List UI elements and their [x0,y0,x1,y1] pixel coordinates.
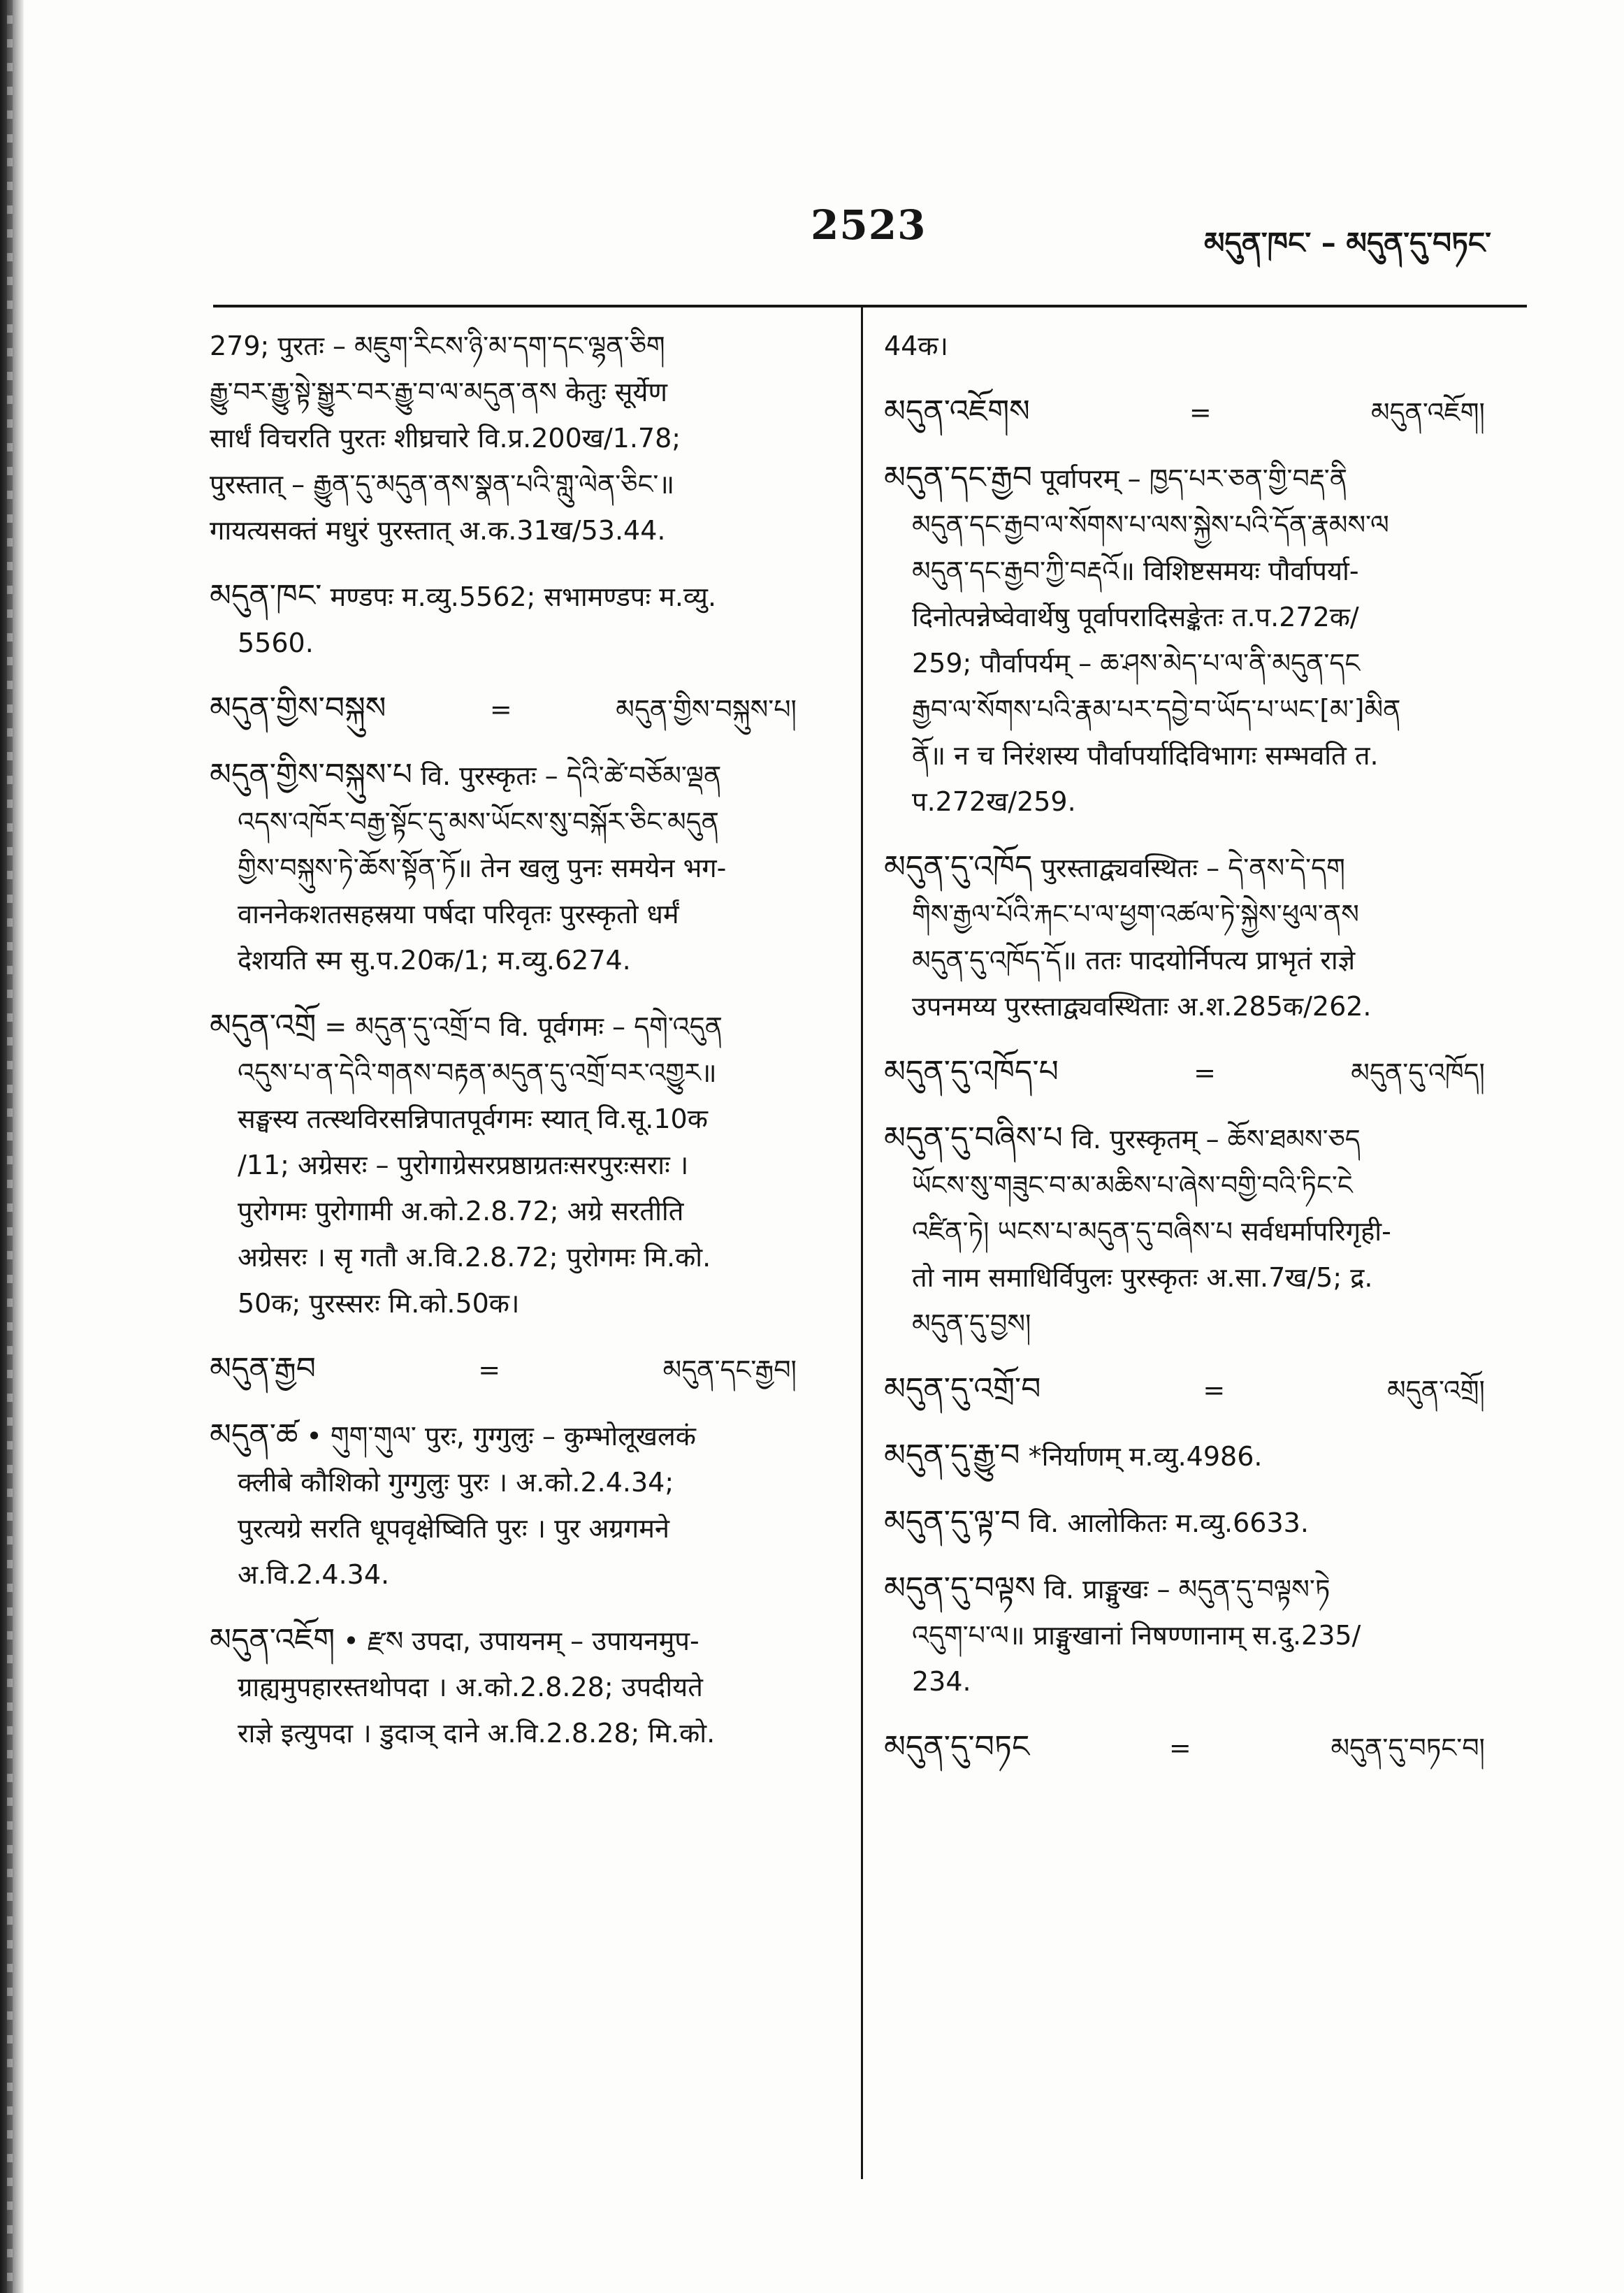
entry-text: वि. प्राङ्मुखः – མདུན་དུ་བལྟས་ཏེ [1043,1574,1331,1605]
entry-line [884,779,1513,825]
entry-line [210,1412,825,1459]
cross-reference-target: མདུན་དུ་འཁོད། [1351,1057,1485,1088]
entry-line [210,620,825,666]
entry-line [210,1003,825,1050]
headword: མདུན་ཚ [210,1417,298,1453]
entry-text: वाननेकशतसहस्रया पर्षदा परिवृतः पुरस्कृतो धर्मं [238,899,679,930]
entry-line [884,732,1513,779]
cross-reference-line [210,1346,825,1393]
entry-text: वि. पुरस्कृतः – དེའི་ཚེ་བཅོམ་ལྡན [421,760,722,791]
cross-reference-target: མདུན་དང་རྒྱབ། [662,1354,797,1385]
headword: མདུན་དུ་འགྲོ་བ [884,1371,1041,1407]
entry-text: 259; पौर्वापर्यम् – ཆ་ཤས་མེད་པ་ལ་ནི་མདུན་དང [912,648,1361,679]
entry-line [884,594,1513,640]
headword: མདུན་དུ་རྒྱུ་བ [884,1438,1020,1473]
entry-line [210,1551,825,1598]
entry-line [210,1050,825,1096]
dictionary-entry [884,1499,1513,1546]
cross-reference-line [884,1366,1513,1413]
entry-text: देशयति स्म सु.प.20क/1; म.व्यु.6274. [238,945,631,976]
entry-text: अग्रेसरः । सृ गतौ अ.वि.2.8.72; पुरोगमः मि.को. [238,1242,711,1273]
headword: མདུན་དང་རྒྱབ [884,460,1033,496]
headword: མདུན་འཇོགས [884,393,1030,429]
entry-line [210,1617,825,1664]
cross-reference-line [884,1049,1513,1096]
equals-sign: = [1203,1375,1226,1405]
entry-text: འདུས་པ་ན་དེའི་གནས་བརྟན་མདུན་དུ་འགྲོ་བར་འགྱུར॥ [238,1057,717,1088]
right-column [884,323,1513,1791]
entry-line [210,799,825,845]
entry-line [210,1096,825,1142]
entry-text: क्लीबे कौशिको गुग्गुलुः पुरः । अ.को.2.4.34; [238,1467,674,1498]
headword: མདུན་དུ་བལྟས [884,1570,1036,1606]
equals-sign: = [1168,1733,1191,1763]
headword: མདུན་འཇོག [210,1622,335,1658]
dictionary-entry [210,573,825,666]
page-number: 2523 [811,201,927,249]
cross-reference-line [884,389,1513,435]
headword: མདུན་དུ་བཏང [884,1729,1030,1765]
entry-line [210,1459,825,1505]
dictionary-entry [210,1412,825,1598]
entry-text: राज्ञे इत्युपदा । डुदाञ् दाने अ.वि.2.8.28; मि.को. [238,1718,716,1749]
entry-line [884,686,1513,732]
entry-text: 50क; पुरस्सरः मि.को.50क। [238,1288,520,1319]
entry-line [210,937,825,983]
dictionary-entry [884,1366,1513,1413]
entry-text: རྒྱབ་ལ་སོགས་པའི་རྣམ་པར་དབྱེ་བ་ཡོད་པ་ཡང་[མ་]མིན [912,694,1401,725]
dictionary-entry [884,1433,1513,1480]
column-divider [861,306,863,2179]
entry-line [210,1142,825,1188]
entry-text: • གུག་གུལ་ पुरः, गुग्गुलुः – कुम्भोलूखलकं [306,1421,696,1452]
entry-line [210,415,825,461]
entry-line [210,573,825,620]
entry-line [210,1234,825,1280]
dictionary-entry [884,323,1513,369]
entry-line [884,1499,1513,1546]
entry-text: पुरत्यग्रे सरति धूपवृक्षेष्विति पुरः । पुर अग्रगमने [238,1513,670,1544]
entry-line [210,891,825,937]
entry-line [210,323,825,369]
entry-line [884,455,1513,502]
entry-line [210,1280,825,1326]
entry-text: *निर्याणम् म.व्यु.4986. [1028,1441,1263,1472]
entry-text: 44क। [884,331,948,361]
entry-line [884,1612,1513,1658]
entry-line [884,1115,1513,1162]
entry-text: 234. [912,1666,971,1697]
entry-line [884,1565,1513,1612]
entry-line [884,1208,1513,1254]
entry-text: तो नाम समाधिर्विपुलः पुरस्कृतः अ.सा.7ख/5; द्र. [912,1262,1373,1293]
headword: མདུན་དུ་འཁོད་པ [884,1054,1059,1090]
entry-line [210,752,825,799]
entry-text: दिनोत्पन्नेष्वेवार्थेषु पूर्वापरादिसङ्केतः त.प.272क/ [912,602,1359,632]
entry-text: = མདུན་དུ་འགྲོ་བ वि. पूर्वगमः – དགེ་འདུན [324,1011,723,1042]
dictionary-entry [210,1346,825,1393]
dictionary-entry [884,1115,1513,1347]
entry-text: उपनमय्य पुरस्ताद्व्यवस्थिताः अ.श.285क/262. [912,991,1372,1022]
headword: མདུན་གྱིས་བསྐུས [210,690,386,726]
entry-line [884,1162,1513,1208]
entry-line [210,1710,825,1756]
equals-sign: = [1194,1057,1216,1088]
entry-text: མདུན་དུ་འཁོད་དོ॥ ततः पादयोर्निपत्य प्राभृतं राज्ञे [912,945,1356,976]
running-head: མདུན་ཁང་ – མདུན་དུ་བཏང་ [1204,226,1491,260]
entry-line [884,548,1513,594]
entry-line [210,369,825,415]
dictionary-entry [884,455,1513,825]
cross-reference-target: མདུན་འགྲོ། [1387,1375,1485,1405]
dictionary-entry [884,389,1513,435]
dictionary-entry [884,1724,1513,1771]
cross-reference-target: མདུན་དུ་བཏང་བ། [1331,1733,1485,1763]
entry-line [884,502,1513,548]
headword: མདུན་ཁང་ [210,578,322,614]
headword: མདུན་འགྲོ [210,1008,317,1043]
cross-reference-line [884,1724,1513,1771]
entry-line [210,1505,825,1551]
cross-reference-target: མདུན་གྱིས་བསྐུས་པ། [616,694,797,725]
entry-text: मण्डपः म.व्यु.5562; सभामण्डपः म.व्यु. [330,581,717,612]
entry-text: प.272ख/259. [912,786,1076,817]
headword: མདུན་དུ་འཁོད [884,849,1033,885]
entry-text: • རྫས उपदा, उपायनम् – उपायनमुप- [343,1626,699,1656]
entry-line [884,891,1513,937]
entry-text: རྒྱུ་བར་རྒྱུ་སྟེ་སྒྱུར་བར་རྒྱུ་བ་ལ་མདུན་ནས केतुः सूर्येण [210,377,667,407]
entry-line [884,1658,1513,1705]
left-column [210,323,825,1776]
entry-text: पुरस्तात् – རྒྱུན་དུ་མདུན་ནས་སྣན་པའི་གླུ་ལེན་ཅིང་॥ [210,469,675,500]
entry-text: पुरोगमः पुरोगामी अ.को.2.8.72; अग्रे सरतीति [238,1196,684,1227]
entry-text: /11; अग्रेसरः – पुरोगाग्रेसरप्रष्ठाग्रतःसरपुरःसराः । [238,1150,689,1180]
dictionary-entry [210,752,825,983]
dictionary-entry [210,686,825,732]
entry-text: འདུག་པ་ལ॥ प्राङ्मुखानां निषण्णानाम् स.दु.235/ [912,1620,1361,1651]
entry-line [210,507,825,554]
entry-text: पुरस्ताद्व्यवस्थितः – དེ་ནས་དེ་དག [1041,853,1345,883]
entry-text: 279; पुरतः – མཇུག་རིངས་ཉི་མ་དག་དང་ལྷན་ཅིག [210,331,665,361]
equals-sign: = [478,1354,501,1385]
dictionary-entry [210,1617,825,1756]
cross-reference-target: མདུན་འཇོག། [1370,397,1485,428]
entry-text: सङ्घस्य तत्स्थविरसन्निपातपूर्वगमः स्यात् वि.सू.10क [238,1104,708,1134]
page-binding-edge [0,0,24,2293]
dictionary-entry [210,1003,825,1326]
entry-text: अ.वि.2.4.34. [238,1559,390,1590]
dictionary-entry [884,1049,1513,1096]
headword: མདུན་རྒྱབ [210,1351,316,1387]
entry-line [884,640,1513,686]
entry-text: མདུན་དུ་བྱས། [912,1308,1031,1339]
entry-text: ཡོངས་སུ་གཟུང་བ་མ་མཆིས་པ་ཞེས་བགྱི་བའི་ཏིང་ངེ [912,1170,1353,1201]
entry-text: འདས་འཁོར་བརྒྱ་སྟོང་དུ་མས་ཡོངས་སུ་བསྐོར་ཅིང་མདུན [238,806,720,837]
cross-reference-line [210,686,825,732]
header-rule [213,305,1527,308]
entry-text: 5560. [238,628,314,658]
entry-text: གིས་རྒྱལ་པོའི་རྐང་པ་ལ་ཕྱག་འཚལ་ཏེ་སྐྱེས་ཕུལ་ནས [912,899,1359,930]
entry-text: वि. आलोकितः म.व्यु.6633. [1029,1507,1309,1538]
entry-line [884,1254,1513,1301]
entry-text: ནོ॥ न च निरंशस्य पौर्वापर्यादिविभागः सम्भवति त. [912,740,1379,771]
entry-line [884,844,1513,891]
entry-text: འཛིན་ཏེ། ཡངས་པ་མདུན་དུ་བཞིས་པ सर्वधर्मापरिगृही- [912,1216,1391,1247]
entry-text: वि. पुरस्कृतम् – ཆོས་ཐམས་ཅད [1071,1124,1361,1155]
dictionary-entry [884,1565,1513,1705]
entry-line [210,461,825,507]
entry-line [884,323,1513,369]
entry-line [884,983,1513,1029]
entry-line [210,1664,825,1710]
entry-text: མདུན་དང་རྒྱབ་ལ་སོགས་པ་ལས་སྐྱེས་པའི་དོན་རྣམས་ལ [912,509,1389,540]
entry-text: གྱིས་བསྐུས་ཏེ་ཆོས་སྟོན་ཏོ॥ तेन खलु पुनः समयेन भग- [238,853,727,883]
entry-line [884,937,1513,983]
equals-sign: = [1189,397,1212,428]
entry-text: पूर्वापरम् – ཁྱད་པར་ཅན་གྱི་བརྡ་ནི [1041,463,1348,494]
entry-line [210,1188,825,1234]
headword: མདུན་དུ་ལྟ་བ [884,1504,1021,1540]
entry-line [884,1433,1513,1480]
headword: མདུན་གྱིས་བསྐུས་པ [210,757,412,793]
dictionary-entry [210,323,825,554]
headword: མདུན་དུ་བཞིས་པ [884,1120,1063,1156]
dictionary-entry [884,844,1513,1029]
entry-text: ग्राह्यमुपहारस्तथोपदा । अ.को.2.8.28; उपदीयते [238,1672,703,1702]
equals-sign: = [489,694,512,725]
entry-text: सार्धं विचरति पुरतः शीघ्रचारे वि.प्र.200ख/1.78; [210,423,681,454]
entry-text: गायत्यसक्तं मधुरं पुरस्तात् अ.क.31ख/53.44. [210,515,666,546]
entry-line [884,1301,1513,1347]
entry-text: མདུན་དང་རྒྱབ་ཀྱི་བརྡའོ॥ विशिष्टसमयः पौर्वापर्या- [912,556,1359,586]
entry-line [210,845,825,891]
